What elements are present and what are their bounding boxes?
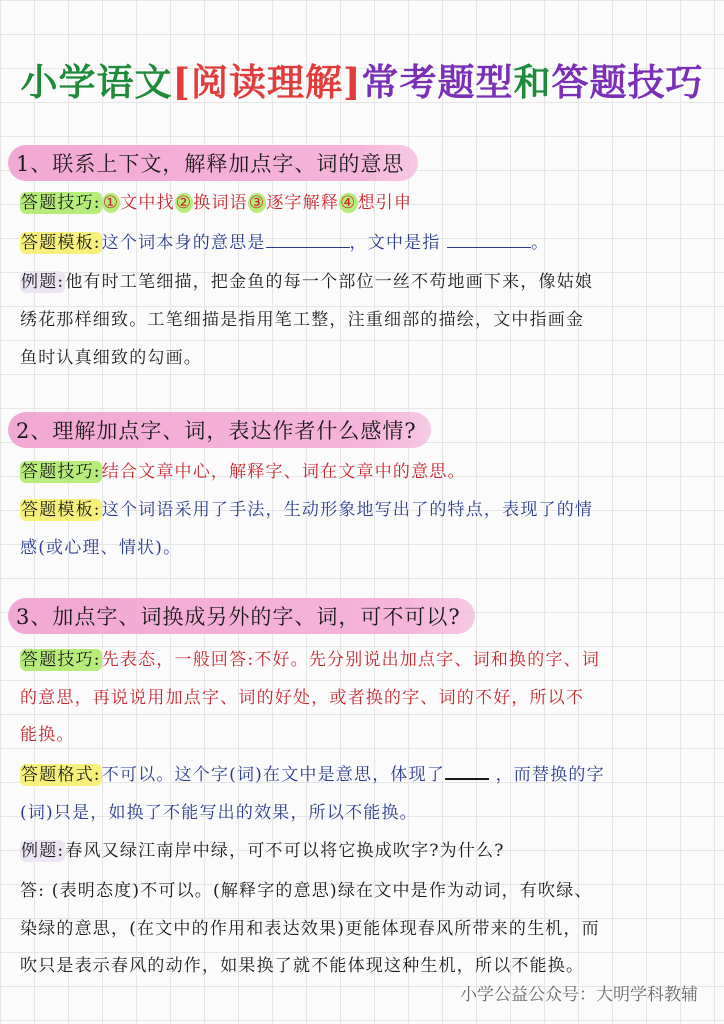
section-1-tip (20, 188, 710, 213)
section-3-heading: 3、加点字、词换成另外的字、词，可不可以? (8, 598, 475, 634)
section-3-tip-line-2: 的意思，再说说用加点字、词的好处，或者换的字、词的不好，所以不 (20, 688, 585, 708)
example-text: 他有时工笔细描，把金鱼的每一个部位一丝不苟地画下来，像姑娘 (65, 272, 594, 292)
format-text-b: ，而替换的字 (495, 765, 605, 785)
section-1-template (20, 228, 710, 253)
section-2-heading: 2、理解加点字、词，表达作者什么感情? (8, 412, 431, 448)
section-3-tip-line-1 (20, 645, 710, 670)
tip-text: 结合文章中心，解释字、词在文章中的意思。 (101, 462, 466, 482)
section-1-example-line-2: 绣花那样细致。工笔细描是指用笔工整，注重细部的描绘，文中指画金 (20, 310, 585, 330)
section-3-format-line-2: (词)只是，如换了不能写出的效果，所以不能换。 (20, 803, 418, 823)
fill-blank (447, 233, 531, 248)
tip-label: 答题技巧: (21, 650, 101, 670)
format-label: 答题格式: (21, 765, 101, 785)
template-text-b: ，文中是指 (349, 233, 441, 253)
section-2-template-line-1 (20, 495, 710, 520)
title-part-1: 小学语文 (20, 60, 173, 104)
format-text-a: 不可以。这个字(词)在文中是意思，体现了 (101, 765, 445, 785)
title-part-5: 答题技巧 (551, 60, 704, 104)
section-3-example (20, 836, 710, 861)
example-label: 例题: (21, 272, 65, 292)
section-1-example-line-3: 鱼时认真细致的勾画。 (20, 348, 202, 368)
tip-label: 答题技巧: (21, 462, 101, 482)
footer-watermark: 小学公益公众号：大明学科教辅 (460, 985, 698, 1005)
tip-item-4: 想引申 (357, 193, 413, 213)
tip-label: 答题技巧: (21, 193, 101, 213)
title-part-4: 和 (513, 60, 552, 104)
circle-number-1: ① (102, 193, 120, 213)
tip-item-3: 逐字解释 (266, 193, 340, 213)
title-part-2: [阅读理解] (172, 60, 362, 104)
section-3-answer-line-3: 吹只是表示春风的动作，如果换了就不能体现这种生机，所以不能换。 (20, 956, 585, 976)
section-3-format-line-1 (20, 760, 710, 785)
section-1-example-line-1 (20, 267, 710, 292)
tip-item-2: 换词语 (193, 193, 248, 213)
page-title (0, 52, 724, 106)
fill-blank (445, 764, 489, 780)
tip-item-1: 文中找 (120, 193, 175, 213)
template-text: 这个词语采用了手法，生动形象地写出了的特点，表现了的情 (101, 500, 594, 520)
template-label: 答题模板: (21, 500, 101, 520)
section-3-answer-line-1: 答: (表明态度)不可以。(解释字的意思)绿在文中是作为动词，有吹绿、 (20, 881, 593, 901)
circle-number-2: ② (175, 193, 193, 213)
circle-number-3: ③ (248, 193, 266, 213)
example-label: 例题: (21, 841, 65, 861)
circle-number-4: ④ (340, 193, 357, 213)
template-text-c: 。 (531, 233, 550, 253)
example-text: 春风又绿江南岸中绿，可不可以将它换成吹字?为什么? (65, 841, 505, 861)
title-part-3: 常考题型 (361, 60, 514, 104)
tip-text: 先表态，一般回答:不好。先分别说出加点字、词和换的字、词 (101, 650, 601, 670)
section-3-answer-line-2: 染绿的意思，(在文中的作用和表达效果)更能体现春风所带来的生机，而 (20, 919, 600, 939)
section-2-template-line-2: 感(或心理、情状)。 (20, 538, 182, 558)
template-label: 答题模板: (21, 233, 101, 253)
section-3-tip-line-3: 能换。 (20, 725, 75, 745)
template-text-a: 这个词本身的意思是 (101, 233, 266, 253)
section-2-tip (20, 457, 710, 482)
section-1-heading: 1、联系上下文，解释加点字、词的意思 (8, 145, 418, 181)
fill-blank (266, 233, 350, 248)
